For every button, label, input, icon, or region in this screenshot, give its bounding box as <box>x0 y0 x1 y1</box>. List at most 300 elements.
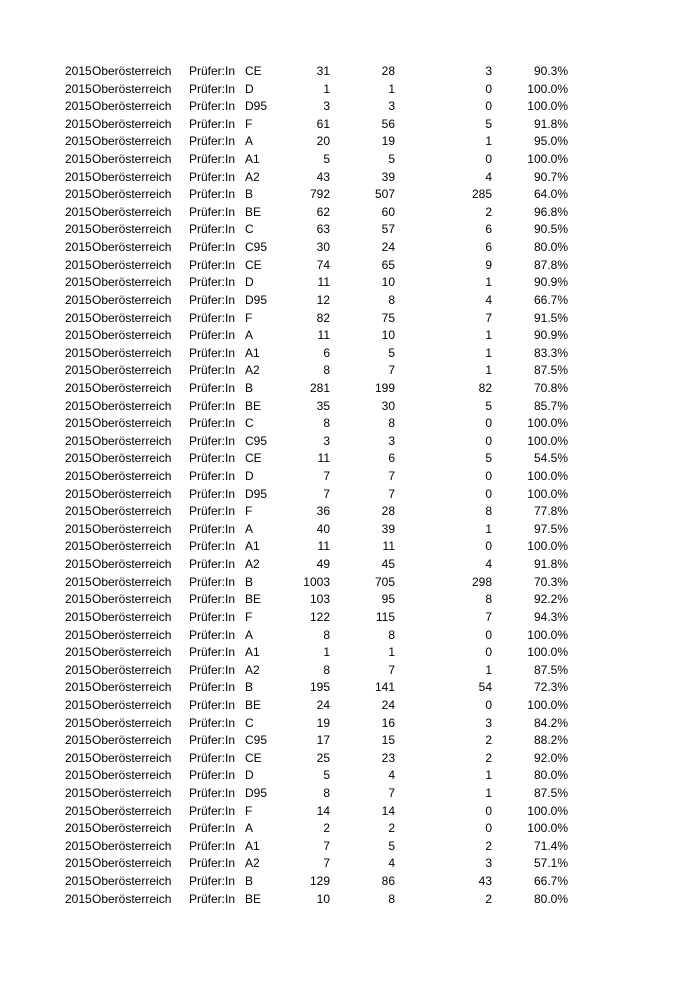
cell-license-class: BE <box>245 891 262 906</box>
cell-total: 8 <box>323 627 330 642</box>
cell-year: 2015 <box>65 152 92 167</box>
cell-role: Prüfer:In <box>189 433 236 448</box>
cell-pass-rate: 87.8% <box>533 257 568 272</box>
cell-license-class: A <box>245 134 254 149</box>
cell-role: Prüfer:In <box>189 574 236 589</box>
cell-year: 2015 <box>65 204 92 219</box>
cell-passed: 24 <box>381 697 395 712</box>
cell-total: 6 <box>323 345 330 360</box>
table-row <box>0 186 700 204</box>
cell-failed: 5 <box>485 116 492 131</box>
cell-total: 5 <box>323 152 330 167</box>
cell-passed: 6 <box>388 451 395 466</box>
cell-passed: 10 <box>381 328 395 343</box>
cell-passed: 95 <box>381 592 395 607</box>
table-row <box>0 644 700 662</box>
cell-passed: 7 <box>388 662 395 677</box>
cell-passed: 19 <box>381 134 395 149</box>
cell-license-class: A <box>245 328 254 343</box>
cell-role: Prüfer:In <box>189 662 236 677</box>
cell-role: Prüfer:In <box>189 134 236 149</box>
cell-role: Prüfer:In <box>189 803 236 818</box>
cell-region: Oberösterreich <box>92 785 172 800</box>
cell-total: 25 <box>316 750 330 765</box>
table-row <box>0 697 700 715</box>
cell-license-class: D <box>245 81 254 96</box>
table-row <box>0 98 700 116</box>
cell-total: 8 <box>323 416 330 431</box>
cell-license-class: C95 <box>245 733 268 748</box>
cell-passed: 7 <box>388 363 395 378</box>
cell-pass-rate: 100.0% <box>527 645 568 660</box>
cell-failed: 0 <box>485 821 492 836</box>
cell-total: 129 <box>309 874 330 889</box>
cell-pass-rate: 80.0% <box>533 240 568 255</box>
cell-passed: 16 <box>381 715 395 730</box>
cell-passed: 39 <box>381 521 395 536</box>
cell-region: Oberösterreich <box>92 81 172 96</box>
cell-total: 11 <box>317 328 330 343</box>
cell-role: Prüfer:In <box>189 398 236 413</box>
cell-failed: 6 <box>485 240 492 255</box>
cell-failed: 8 <box>485 504 492 519</box>
cell-license-class: F <box>245 310 253 325</box>
cell-year: 2015 <box>65 292 92 307</box>
cell-year: 2015 <box>65 856 92 871</box>
cell-pass-rate: 100.0% <box>527 697 568 712</box>
cell-failed: 2 <box>485 204 492 219</box>
cell-role: Prüfer:In <box>189 715 236 730</box>
cell-role: Prüfer:In <box>189 222 236 237</box>
cell-failed: 3 <box>485 715 492 730</box>
cell-license-class: CE <box>245 257 262 272</box>
cell-pass-rate: 66.7% <box>533 874 568 889</box>
table-row <box>0 204 700 222</box>
cell-role: Prüfer:In <box>189 292 236 307</box>
cell-pass-rate: 100.0% <box>527 821 568 836</box>
cell-pass-rate: 100.0% <box>527 486 568 501</box>
table-row <box>0 662 700 680</box>
cell-pass-rate: 84.2% <box>533 715 568 730</box>
cell-failed: 4 <box>485 557 492 572</box>
cell-license-class: A <box>245 627 254 642</box>
cell-region: Oberösterreich <box>92 204 172 219</box>
table-row <box>0 81 700 99</box>
cell-license-class: C <box>245 416 254 431</box>
cell-total: 8 <box>323 785 330 800</box>
cell-year: 2015 <box>65 557 92 572</box>
cell-role: Prüfer:In <box>189 204 236 219</box>
cell-year: 2015 <box>65 187 92 202</box>
cell-total: 7 <box>323 838 330 853</box>
cell-year: 2015 <box>65 116 92 131</box>
cell-failed: 4 <box>485 292 492 307</box>
cell-total: 1 <box>323 81 330 96</box>
cell-year: 2015 <box>65 645 92 660</box>
cell-region: Oberösterreich <box>92 152 172 167</box>
cell-region: Oberösterreich <box>92 803 172 818</box>
cell-failed: 0 <box>485 416 492 431</box>
table-row <box>0 327 700 345</box>
table-row <box>0 750 700 768</box>
cell-region: Oberösterreich <box>92 328 172 343</box>
cell-year: 2015 <box>65 81 92 96</box>
cell-passed: 7 <box>388 785 395 800</box>
cell-failed: 7 <box>485 310 492 325</box>
cell-year: 2015 <box>65 64 92 78</box>
cell-passed: 3 <box>388 433 395 448</box>
cell-failed: 43 <box>478 874 492 889</box>
cell-role: Prüfer:In <box>189 275 236 290</box>
cell-year: 2015 <box>65 328 92 343</box>
cell-passed: 3 <box>388 99 395 114</box>
cell-pass-rate: 87.5% <box>533 785 568 800</box>
cell-license-class: B <box>245 680 254 695</box>
cell-pass-rate: 92.0% <box>533 750 568 765</box>
cell-year: 2015 <box>65 662 92 677</box>
cell-failed: 1 <box>485 328 492 343</box>
cell-failed: 82 <box>478 380 492 395</box>
cell-passed: 57 <box>381 222 395 237</box>
cell-passed: 4 <box>388 768 395 783</box>
cell-role: Prüfer:In <box>189 169 236 184</box>
table-row <box>0 398 700 416</box>
cell-license-class: D <box>245 275 254 290</box>
cell-region: Oberösterreich <box>92 99 172 114</box>
cell-region: Oberösterreich <box>92 486 172 501</box>
cell-role: Prüfer:In <box>189 645 236 660</box>
cell-role: Prüfer:In <box>189 838 236 853</box>
cell-license-class: D95 <box>245 292 268 307</box>
cell-year: 2015 <box>65 521 92 536</box>
table-row <box>0 521 700 539</box>
cell-pass-rate: 94.3% <box>533 609 568 624</box>
cell-failed: 0 <box>485 539 492 554</box>
cell-region: Oberösterreich <box>92 856 172 871</box>
cell-year: 2015 <box>65 750 92 765</box>
cell-license-class: D95 <box>245 99 268 114</box>
table-row <box>0 627 700 645</box>
cell-passed: 28 <box>381 504 395 519</box>
cell-license-class: B <box>245 187 254 202</box>
cell-license-class: C95 <box>245 433 268 448</box>
cell-year: 2015 <box>65 469 92 484</box>
cell-total: 11 <box>317 539 330 554</box>
cell-pass-rate: 90.9% <box>533 328 568 343</box>
cell-region: Oberösterreich <box>92 592 172 607</box>
cell-license-class: A1 <box>245 838 260 853</box>
cell-total: 792 <box>309 187 330 202</box>
cell-failed: 0 <box>485 697 492 712</box>
cell-year: 2015 <box>65 99 92 114</box>
cell-pass-rate: 100.0% <box>527 99 568 114</box>
cell-pass-rate: 77.8% <box>533 504 568 519</box>
cell-passed: 30 <box>381 398 395 413</box>
cell-failed: 1 <box>485 134 492 149</box>
cell-failed: 4 <box>485 169 492 184</box>
cell-role: Prüfer:In <box>189 504 236 519</box>
cell-total: 103 <box>309 592 330 607</box>
cell-total: 30 <box>316 240 330 255</box>
cell-total: 11 <box>317 275 330 290</box>
cell-failed: 298 <box>471 574 492 589</box>
cell-passed: 65 <box>381 257 395 272</box>
cell-pass-rate: 80.0% <box>533 768 568 783</box>
cell-total: 36 <box>316 504 330 519</box>
cell-role: Prüfer:In <box>189 680 236 695</box>
cell-region: Oberösterreich <box>92 539 172 554</box>
cell-total: 40 <box>316 521 330 536</box>
cell-license-class: B <box>245 380 254 395</box>
cell-region: Oberösterreich <box>92 187 172 202</box>
cell-total: 7 <box>323 486 330 501</box>
cell-total: 1003 <box>303 574 330 589</box>
cell-failed: 0 <box>485 803 492 818</box>
cell-license-class: F <box>245 803 253 818</box>
cell-region: Oberösterreich <box>92 380 172 395</box>
cell-pass-rate: 100.0% <box>527 539 568 554</box>
cell-pass-rate: 64.0% <box>533 187 568 202</box>
cell-region: Oberösterreich <box>92 222 172 237</box>
cell-failed: 1 <box>485 275 492 290</box>
table-row <box>0 380 700 398</box>
cell-pass-rate: 70.8% <box>533 380 568 395</box>
cell-total: 281 <box>309 380 330 395</box>
table-row <box>0 679 700 697</box>
cell-year: 2015 <box>65 821 92 836</box>
cell-region: Oberösterreich <box>92 557 172 572</box>
cell-license-class: BE <box>245 592 262 607</box>
table-row <box>0 538 700 556</box>
cell-passed: 39 <box>381 169 395 184</box>
cell-pass-rate: 71.4% <box>533 838 568 853</box>
cell-region: Oberösterreich <box>92 680 172 695</box>
cell-total: 2 <box>323 821 330 836</box>
cell-region: Oberösterreich <box>92 609 172 624</box>
cell-year: 2015 <box>65 891 92 906</box>
cell-passed: 23 <box>381 750 395 765</box>
table-row <box>0 486 700 504</box>
cell-total: 7 <box>323 856 330 871</box>
cell-region: Oberösterreich <box>92 715 172 730</box>
cell-year: 2015 <box>65 768 92 783</box>
cell-failed: 2 <box>485 733 492 748</box>
cell-passed: 10 <box>381 275 395 290</box>
cell-region: Oberösterreich <box>92 662 172 677</box>
cell-total: 62 <box>316 204 330 219</box>
cell-year: 2015 <box>65 345 92 360</box>
table-row <box>0 609 700 627</box>
table-row <box>0 873 700 891</box>
spreadsheet-page <box>0 63 700 908</box>
cell-year: 2015 <box>65 627 92 642</box>
cell-license-class: F <box>245 504 253 519</box>
cell-total: 82 <box>316 310 330 325</box>
cell-passed: 2 <box>388 821 395 836</box>
cell-total: 1 <box>323 645 330 660</box>
cell-year: 2015 <box>65 275 92 290</box>
cell-pass-rate: 90.9% <box>533 275 568 290</box>
cell-pass-rate: 72.3% <box>533 680 568 695</box>
cell-year: 2015 <box>65 838 92 853</box>
cell-year: 2015 <box>65 380 92 395</box>
table-row <box>0 767 700 785</box>
cell-total: 43 <box>316 169 330 184</box>
cell-role: Prüfer:In <box>189 64 236 78</box>
cell-total: 49 <box>316 557 330 572</box>
cell-total: 7 <box>323 469 330 484</box>
cell-passed: 141 <box>374 680 395 695</box>
cell-role: Prüfer:In <box>189 697 236 712</box>
cell-role: Prüfer:In <box>189 416 236 431</box>
cell-failed: 1 <box>485 768 492 783</box>
cell-total: 122 <box>309 609 330 624</box>
cell-passed: 5 <box>388 838 395 853</box>
cell-pass-rate: 100.0% <box>527 433 568 448</box>
cell-role: Prüfer:In <box>189 874 236 889</box>
cell-year: 2015 <box>65 363 92 378</box>
cell-region: Oberösterreich <box>92 416 172 431</box>
cell-license-class: D <box>245 469 254 484</box>
cell-license-class: CE <box>245 750 262 765</box>
table-row <box>0 785 700 803</box>
cell-pass-rate: 91.8% <box>533 116 568 131</box>
cell-role: Prüfer:In <box>189 257 236 272</box>
cell-year: 2015 <box>65 733 92 748</box>
cell-license-class: A1 <box>245 539 260 554</box>
cell-role: Prüfer:In <box>189 521 236 536</box>
cell-region: Oberösterreich <box>92 363 172 378</box>
cell-region: Oberösterreich <box>92 257 172 272</box>
cell-region: Oberösterreich <box>92 821 172 836</box>
cell-total: 74 <box>316 257 330 272</box>
cell-role: Prüfer:In <box>189 609 236 624</box>
cell-pass-rate: 96.8% <box>533 204 568 219</box>
cell-pass-rate: 85.7% <box>533 398 568 413</box>
cell-pass-rate: 57.1% <box>533 856 568 871</box>
cell-region: Oberösterreich <box>92 469 172 484</box>
cell-license-class: A <box>245 821 254 836</box>
cell-pass-rate: 91.8% <box>533 557 568 572</box>
cell-license-class: A2 <box>245 557 260 572</box>
table-row <box>0 151 700 169</box>
cell-role: Prüfer:In <box>189 539 236 554</box>
table-row <box>0 433 700 451</box>
cell-passed: 4 <box>388 856 395 871</box>
cell-role: Prüfer:In <box>189 733 236 748</box>
cell-year: 2015 <box>65 785 92 800</box>
cell-total: 8 <box>323 363 330 378</box>
cell-region: Oberösterreich <box>92 64 172 78</box>
cell-year: 2015 <box>65 592 92 607</box>
cell-passed: 8 <box>388 891 395 906</box>
cell-license-class: C <box>245 222 254 237</box>
cell-role: Prüfer:In <box>189 592 236 607</box>
cell-passed: 5 <box>388 345 395 360</box>
cell-failed: 1 <box>485 521 492 536</box>
cell-role: Prüfer:In <box>189 469 236 484</box>
cell-license-class: B <box>245 874 254 889</box>
cell-failed: 6 <box>485 222 492 237</box>
cell-region: Oberösterreich <box>92 874 172 889</box>
cell-year: 2015 <box>65 416 92 431</box>
cell-region: Oberösterreich <box>92 627 172 642</box>
cell-role: Prüfer:In <box>189 380 236 395</box>
cell-total: 10 <box>316 891 330 906</box>
table-row <box>0 450 700 468</box>
cell-total: 12 <box>316 292 330 307</box>
cell-year: 2015 <box>65 680 92 695</box>
table-row <box>0 838 700 856</box>
cell-year: 2015 <box>65 803 92 818</box>
cell-year: 2015 <box>65 874 92 889</box>
cell-role: Prüfer:In <box>189 486 236 501</box>
table-row <box>0 274 700 292</box>
cell-region: Oberösterreich <box>92 645 172 660</box>
cell-passed: 11 <box>382 539 395 554</box>
cell-total: 195 <box>309 680 330 695</box>
cell-region: Oberösterreich <box>92 240 172 255</box>
cell-license-class: F <box>245 609 253 624</box>
table-row <box>0 468 700 486</box>
cell-license-class: D95 <box>245 785 268 800</box>
table-row <box>0 63 700 81</box>
cell-pass-rate: 95.0% <box>533 134 568 149</box>
cell-passed: 1 <box>388 81 395 96</box>
table-row <box>0 292 700 310</box>
cell-region: Oberösterreich <box>92 768 172 783</box>
cell-pass-rate: 100.0% <box>527 803 568 818</box>
table-row <box>0 803 700 821</box>
cell-region: Oberösterreich <box>92 697 172 712</box>
cell-total: 14 <box>316 803 330 818</box>
cell-pass-rate: 100.0% <box>527 416 568 431</box>
cell-role: Prüfer:In <box>189 240 236 255</box>
cell-passed: 8 <box>388 292 395 307</box>
cell-failed: 5 <box>485 398 492 413</box>
cell-passed: 75 <box>381 310 395 325</box>
cell-failed: 2 <box>485 838 492 853</box>
cell-role: Prüfer:In <box>189 856 236 871</box>
cell-pass-rate: 97.5% <box>533 521 568 536</box>
cell-license-class: B <box>245 574 254 589</box>
cell-region: Oberösterreich <box>92 521 172 536</box>
cell-total: 20 <box>316 134 330 149</box>
cell-year: 2015 <box>65 451 92 466</box>
cell-year: 2015 <box>65 715 92 730</box>
cell-license-class: D95 <box>245 486 268 501</box>
table-row <box>0 345 700 363</box>
cell-pass-rate: 90.3% <box>533 64 568 78</box>
cell-region: Oberösterreich <box>92 116 172 131</box>
cell-pass-rate: 87.5% <box>533 662 568 677</box>
cell-total: 61 <box>316 116 330 131</box>
cell-total: 3 <box>323 433 330 448</box>
cell-failed: 1 <box>485 363 492 378</box>
cell-pass-rate: 66.7% <box>533 292 568 307</box>
cell-license-class: A1 <box>245 645 260 660</box>
cell-license-class: CE <box>245 451 262 466</box>
cell-passed: 8 <box>388 627 395 642</box>
cell-passed: 14 <box>381 803 395 818</box>
cell-passed: 24 <box>381 240 395 255</box>
cell-pass-rate: 70.3% <box>533 574 568 589</box>
cell-failed: 0 <box>485 469 492 484</box>
cell-failed: 54 <box>478 680 492 695</box>
cell-license-class: C <box>245 715 254 730</box>
cell-license-class: A1 <box>245 345 260 360</box>
cell-license-class: F <box>245 116 253 131</box>
